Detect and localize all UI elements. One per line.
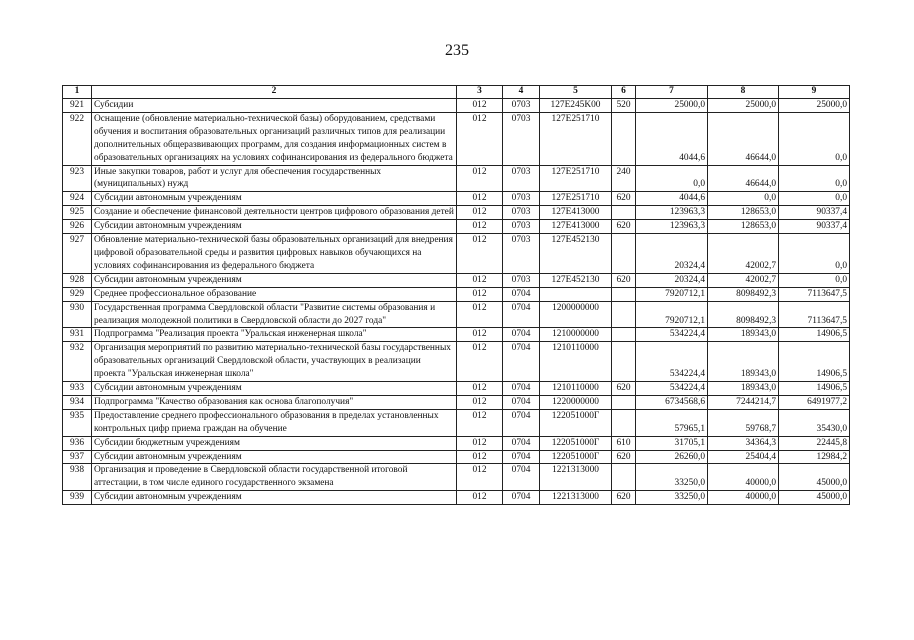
expense-type-cell: 610	[612, 436, 636, 450]
row-name-cell: Субсидии	[92, 99, 457, 113]
row-name-cell: Государственная программа Свердловской области "Развитие системы образования и реализация молодежной политики в Свердловской области до 2027 года"	[92, 301, 457, 328]
ministry-code-cell: 012	[457, 99, 503, 113]
table-row	[63, 301, 850, 328]
row-name-cell: Субсидии автономным учреждениям	[92, 273, 457, 287]
amount-year2-cell: 189343,0	[708, 382, 779, 396]
section-code-cell: 0704	[503, 450, 540, 464]
target-article-cell: 122051000Г	[540, 436, 612, 450]
section-code-cell: 0703	[503, 165, 540, 192]
target-article-cell	[540, 287, 612, 301]
amount-year1-cell: 20324,4	[636, 234, 708, 274]
target-article-cell: 127E251710	[540, 192, 612, 206]
expense-type-cell	[612, 234, 636, 274]
expense-type-cell: 620	[612, 273, 636, 287]
table-row	[63, 192, 850, 206]
table-row	[63, 234, 850, 274]
expense-type-cell: 620	[612, 491, 636, 505]
section-code-cell: 0704	[503, 491, 540, 505]
budget-table	[62, 85, 850, 505]
row-number-cell: 937	[63, 450, 92, 464]
row-number-cell: 931	[63, 328, 92, 342]
ministry-code-cell: 012	[457, 112, 503, 165]
target-article-cell: 122051000Г	[540, 450, 612, 464]
expense-type-cell: 620	[612, 382, 636, 396]
expense-type-cell	[612, 395, 636, 409]
row-name-cell: Субсидии автономным учреждениям	[92, 382, 457, 396]
row-number-cell: 922	[63, 112, 92, 165]
section-code-cell: 0704	[503, 287, 540, 301]
target-article-cell: 127E452130	[540, 234, 612, 274]
ministry-code-cell: 012	[457, 436, 503, 450]
amount-year1-cell: 534224,4	[636, 382, 708, 396]
column-header: 5	[540, 86, 612, 99]
section-code-cell: 0704	[503, 342, 540, 382]
row-number-cell: 936	[63, 436, 92, 450]
target-article-cell: 1221313000	[540, 464, 612, 491]
row-number-cell: 935	[63, 409, 92, 436]
column-header: 6	[612, 86, 636, 99]
expense-type-cell: 620	[612, 220, 636, 234]
table-row	[63, 464, 850, 491]
table-row	[63, 450, 850, 464]
table-row	[63, 206, 850, 220]
ministry-code-cell: 012	[457, 491, 503, 505]
column-header: 3	[457, 86, 503, 99]
ministry-code-cell: 012	[457, 382, 503, 396]
row-number-cell: 923	[63, 165, 92, 192]
amount-year3-cell: 14906,5	[779, 328, 850, 342]
row-name-cell: Оснащение (обновление материально-технической базы) оборудованием, средствами обучения и воспитания образовательных организаций различных типов для реализации дополнительных общеразвивающих программ, для создания информационных систем в образовательных организациях на условиях софинансирования из федерального бюджета	[92, 112, 457, 165]
amount-year2-cell: 189343,0	[708, 328, 779, 342]
section-code-cell: 0704	[503, 464, 540, 491]
row-name-cell: Подпрограмма "Качество образования как основа благополучия"	[92, 395, 457, 409]
target-article-cell: 127E251710	[540, 165, 612, 192]
amount-year2-cell: 40000,0	[708, 491, 779, 505]
row-name-cell: Среднее профессиональное образование	[92, 287, 457, 301]
amount-year1-cell: 534224,4	[636, 342, 708, 382]
amount-year2-cell: 25404,4	[708, 450, 779, 464]
amount-year2-cell: 59768,7	[708, 409, 779, 436]
column-header: 1	[63, 86, 92, 99]
ministry-code-cell: 012	[457, 301, 503, 328]
amount-year3-cell: 12984,2	[779, 450, 850, 464]
table-row	[63, 273, 850, 287]
ministry-code-cell: 012	[457, 165, 503, 192]
amount-year2-cell: 128653,0	[708, 206, 779, 220]
amount-year3-cell: 0,0	[779, 165, 850, 192]
ministry-code-cell: 012	[457, 464, 503, 491]
target-article-cell: 127E452130	[540, 273, 612, 287]
amount-year2-cell: 42002,7	[708, 234, 779, 274]
amount-year1-cell: 20324,4	[636, 273, 708, 287]
ministry-code-cell: 012	[457, 273, 503, 287]
section-code-cell: 0703	[503, 273, 540, 287]
target-article-cell: 1210000000	[540, 328, 612, 342]
section-code-cell: 0704	[503, 328, 540, 342]
row-name-cell: Обновление материально-технической базы образовательных организаций для внедрения цифровой образовательной среды и развития цифровых навыков обучающихся на условиях софинансирования из федерального бюджета	[92, 234, 457, 274]
expense-type-cell	[612, 409, 636, 436]
target-article-cell: 1221313000	[540, 491, 612, 505]
amount-year3-cell: 25000,0	[779, 99, 850, 113]
amount-year3-cell: 45000,0	[779, 464, 850, 491]
target-article-cell: 127E251710	[540, 112, 612, 165]
row-number-cell: 933	[63, 382, 92, 396]
table-row	[63, 342, 850, 382]
amount-year1-cell: 6734568,6	[636, 395, 708, 409]
amount-year1-cell: 123963,3	[636, 220, 708, 234]
ministry-code-cell: 012	[457, 287, 503, 301]
row-name-cell: Субсидии автономным учреждениям	[92, 491, 457, 505]
target-article-cell: 1210110000	[540, 342, 612, 382]
amount-year1-cell: 25000,0	[636, 99, 708, 113]
amount-year1-cell: 4044,6	[636, 192, 708, 206]
row-name-cell: Организация мероприятий по развитию материально-технической базы государственных образовательных организаций Свердловской области, участвующих в реализации проекта "Уральская инженерная школа"	[92, 342, 457, 382]
amount-year3-cell: 0,0	[779, 192, 850, 206]
row-name-cell: Субсидии бюджетным учреждениям	[92, 436, 457, 450]
expense-type-cell	[612, 328, 636, 342]
section-code-cell: 0704	[503, 382, 540, 396]
column-header: 7	[636, 86, 708, 99]
table-row	[63, 382, 850, 396]
target-article-cell: 1200000000	[540, 301, 612, 328]
expense-type-cell	[612, 464, 636, 491]
target-article-cell: 127E413000	[540, 206, 612, 220]
amount-year1-cell: 31705,1	[636, 436, 708, 450]
row-name-cell: Субсидии автономным учреждениям	[92, 450, 457, 464]
amount-year3-cell: 35430,0	[779, 409, 850, 436]
amount-year3-cell: 6491977,2	[779, 395, 850, 409]
table-row	[63, 112, 850, 165]
amount-year1-cell: 57965,1	[636, 409, 708, 436]
row-number-cell: 926	[63, 220, 92, 234]
expense-type-cell: 240	[612, 165, 636, 192]
amount-year2-cell: 189343,0	[708, 342, 779, 382]
row-name-cell: Предоставление среднего профессионального образования в пределах установленных контрольных цифр приема граждан на обучение	[92, 409, 457, 436]
amount-year2-cell: 25000,0	[708, 99, 779, 113]
column-header: 8	[708, 86, 779, 99]
table-row	[63, 395, 850, 409]
ministry-code-cell: 012	[457, 409, 503, 436]
row-number-cell: 928	[63, 273, 92, 287]
amount-year1-cell: 33250,0	[636, 464, 708, 491]
ministry-code-cell: 012	[457, 192, 503, 206]
row-number-cell: 924	[63, 192, 92, 206]
column-header: 2	[92, 86, 457, 99]
row-name-cell: Иные закупки товаров, работ и услуг для обеспечения государственных (муниципальных) нужд	[92, 165, 457, 192]
page-number: 235	[445, 42, 469, 59]
ministry-code-cell: 012	[457, 206, 503, 220]
expense-type-cell: 620	[612, 192, 636, 206]
amount-year2-cell: 40000,0	[708, 464, 779, 491]
amount-year3-cell: 7113647,5	[779, 301, 850, 328]
amount-year1-cell: 26260,0	[636, 450, 708, 464]
expense-type-cell	[612, 112, 636, 165]
ministry-code-cell: 012	[457, 234, 503, 274]
amount-year3-cell: 0,0	[779, 112, 850, 165]
ministry-code-cell: 012	[457, 328, 503, 342]
amount-year1-cell: 534224,4	[636, 328, 708, 342]
row-name-cell: Создание и обеспечение финансовой деятельности центров цифрового образования детей	[92, 206, 457, 220]
ministry-code-cell: 012	[457, 395, 503, 409]
target-article-cell: 127E413000	[540, 220, 612, 234]
row-name-cell: Субсидии автономным учреждениям	[92, 192, 457, 206]
table-header-row	[63, 86, 850, 99]
amount-year1-cell: 7920712,1	[636, 287, 708, 301]
section-code-cell: 0703	[503, 234, 540, 274]
row-number-cell: 934	[63, 395, 92, 409]
amount-year1-cell: 33250,0	[636, 491, 708, 505]
amount-year3-cell: 0,0	[779, 234, 850, 274]
section-code-cell: 0704	[503, 395, 540, 409]
target-article-cell: 122051000Г	[540, 409, 612, 436]
section-code-cell: 0703	[503, 112, 540, 165]
amount-year2-cell: 34364,3	[708, 436, 779, 450]
amount-year3-cell: 14906,5	[779, 342, 850, 382]
amount-year3-cell: 0,0	[779, 273, 850, 287]
expense-type-cell: 520	[612, 99, 636, 113]
column-header: 9	[779, 86, 850, 99]
section-code-cell: 0703	[503, 206, 540, 220]
amount-year3-cell: 22445,8	[779, 436, 850, 450]
amount-year1-cell: 4044,6	[636, 112, 708, 165]
amount-year2-cell: 46644,0	[708, 165, 779, 192]
table-row	[63, 409, 850, 436]
row-number-cell: 927	[63, 234, 92, 274]
amount-year3-cell: 7113647,5	[779, 287, 850, 301]
expense-type-cell	[612, 206, 636, 220]
table-row	[63, 328, 850, 342]
row-name-cell: Субсидии автономным учреждениям	[92, 220, 457, 234]
amount-year2-cell: 0,0	[708, 192, 779, 206]
amount-year2-cell: 42002,7	[708, 273, 779, 287]
section-code-cell: 0704	[503, 436, 540, 450]
column-header: 4	[503, 86, 540, 99]
expense-type-cell	[612, 342, 636, 382]
table-row	[63, 287, 850, 301]
row-number-cell: 938	[63, 464, 92, 491]
amount-year2-cell: 7244214,7	[708, 395, 779, 409]
amount-year3-cell: 90337,4	[779, 206, 850, 220]
amount-year2-cell: 128653,0	[708, 220, 779, 234]
row-number-cell: 921	[63, 99, 92, 113]
target-article-cell: 1220000000	[540, 395, 612, 409]
target-article-cell: 1210110000	[540, 382, 612, 396]
row-name-cell: Организация и проведение в Свердловской области государственной итоговой аттестации, в том числе единого государственного экзамена	[92, 464, 457, 491]
section-code-cell: 0704	[503, 301, 540, 328]
table-row	[63, 436, 850, 450]
row-number-cell: 932	[63, 342, 92, 382]
amount-year1-cell: 7920712,1	[636, 301, 708, 328]
table-row	[63, 99, 850, 113]
amount-year2-cell: 46644,0	[708, 112, 779, 165]
expense-type-cell	[612, 287, 636, 301]
row-number-cell: 925	[63, 206, 92, 220]
amount-year1-cell: 123963,3	[636, 206, 708, 220]
table-row	[63, 165, 850, 192]
section-code-cell: 0704	[503, 409, 540, 436]
table-row	[63, 491, 850, 505]
row-number-cell: 930	[63, 301, 92, 328]
ministry-code-cell: 012	[457, 220, 503, 234]
amount-year3-cell: 14906,5	[779, 382, 850, 396]
section-code-cell: 0703	[503, 99, 540, 113]
target-article-cell: 127E245K00	[540, 99, 612, 113]
table-row	[63, 220, 850, 234]
amount-year2-cell: 8098492,3	[708, 301, 779, 328]
amount-year1-cell: 0,0	[636, 165, 708, 192]
row-number-cell: 929	[63, 287, 92, 301]
amount-year3-cell: 90337,4	[779, 220, 850, 234]
row-name-cell: Подпрограмма "Реализация проекта "Уральская инженерная школа"	[92, 328, 457, 342]
expense-type-cell	[612, 301, 636, 328]
amount-year3-cell: 45000,0	[779, 491, 850, 505]
ministry-code-cell: 012	[457, 450, 503, 464]
expense-type-cell: 620	[612, 450, 636, 464]
row-number-cell: 939	[63, 491, 92, 505]
ministry-code-cell: 012	[457, 342, 503, 382]
section-code-cell: 0703	[503, 192, 540, 206]
amount-year2-cell: 8098492,3	[708, 287, 779, 301]
section-code-cell: 0703	[503, 220, 540, 234]
